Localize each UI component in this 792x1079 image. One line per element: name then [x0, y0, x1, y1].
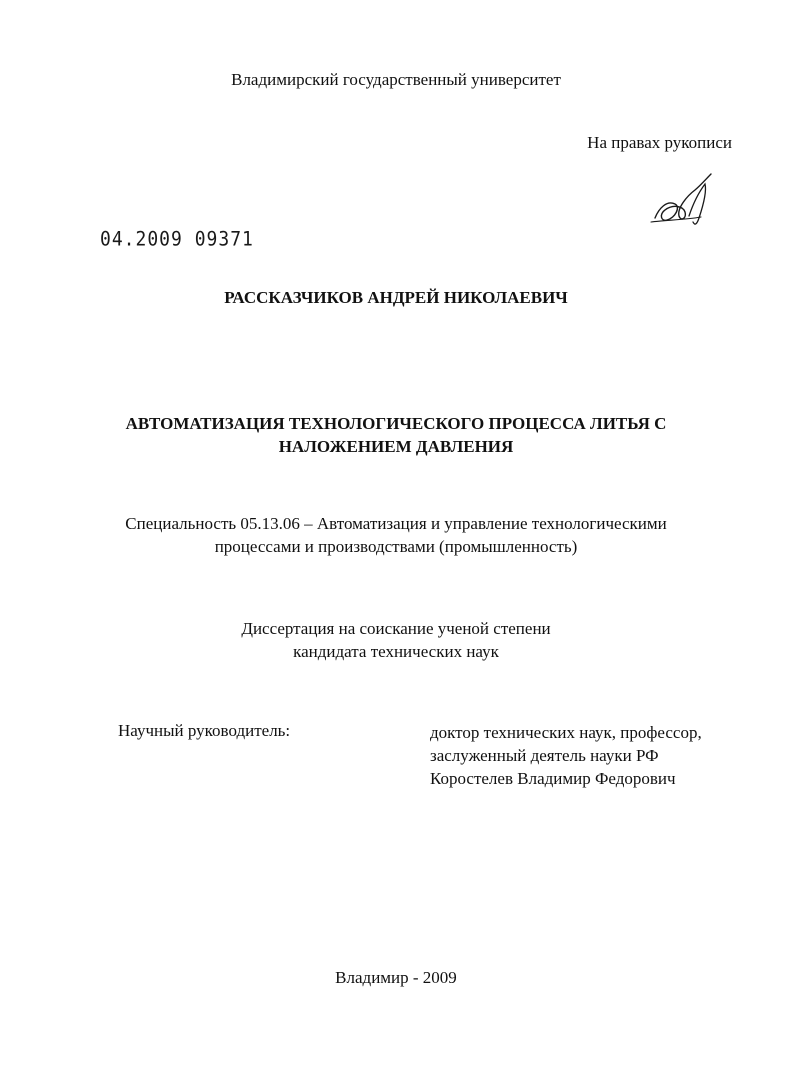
registration-stamp: 04.2009 09371 — [100, 228, 254, 251]
signature-icon — [645, 170, 720, 230]
author-name: РАССКАЗЧИКОВ АНДРЕЙ НИКОЛАЕВИЧ — [224, 288, 568, 307]
specialty-line: Специальность 05.13.06 – Автоматизация и управление технологическими — [125, 514, 667, 533]
supervisor-details — [430, 721, 702, 790]
university-name: Владимирский государственный университет — [231, 70, 561, 89]
supervisor-honor: заслуженный деятель науки РФ — [430, 746, 659, 765]
degree-line: Диссертация на соискание ученой степени — [241, 619, 551, 638]
city-year: Владимир - 2009 — [335, 968, 457, 987]
thesis-title-line: АВТОМАТИЗАЦИЯ ТЕХНОЛОГИЧЕСКОГО ПРОЦЕССА ЛИТЬЯ С — [125, 414, 667, 433]
degree-line: кандидата технических наук — [293, 642, 499, 661]
supervisor-name: Коростелев Владимир Федорович — [430, 769, 676, 788]
specialty-line: процессами и производствами (промышленность) — [214, 537, 578, 556]
supervisor-label: Научный руководитель: — [118, 721, 291, 740]
manuscript-note: На правах рукописи — [587, 133, 732, 152]
thesis-title-line: НАЛОЖЕНИЕМ ДАВЛЕНИЯ — [278, 437, 514, 456]
supervisor-degree: доктор технических наук, профессор, — [430, 723, 702, 742]
